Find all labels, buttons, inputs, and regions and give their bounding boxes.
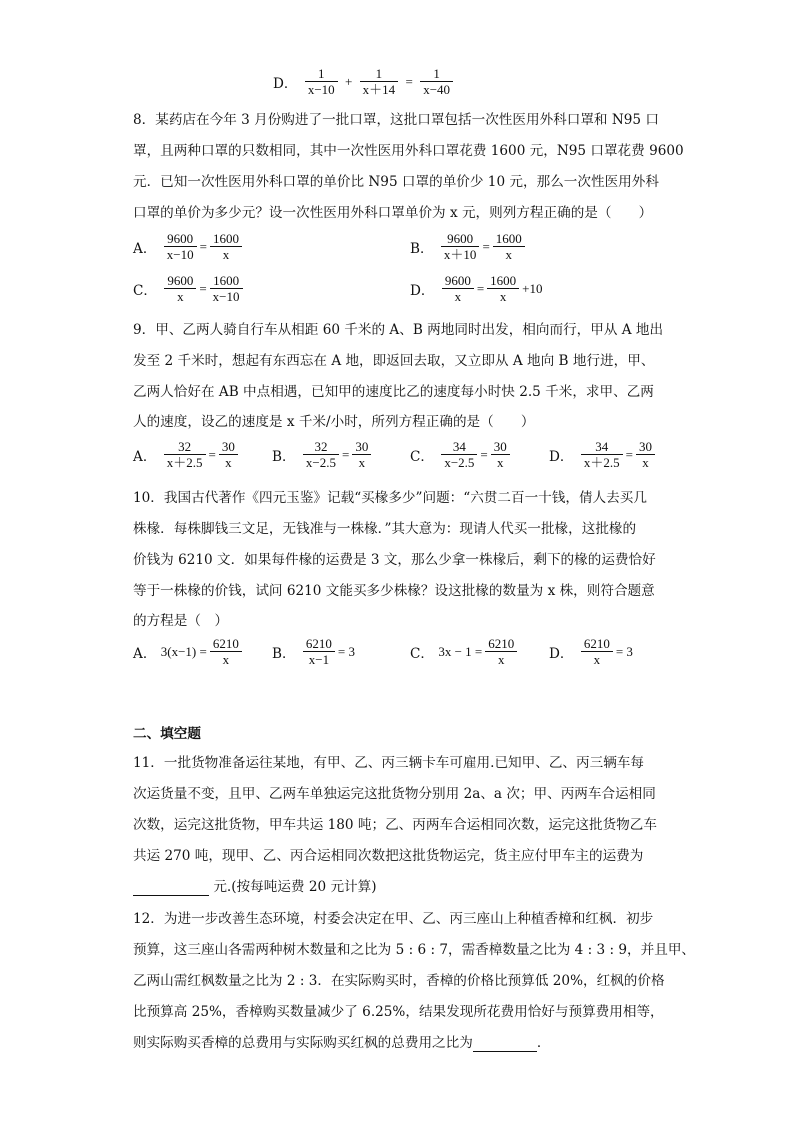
q9-option-d: D． $\frac{34}{x+2.5}$ = $\frac{30}{x}$	[549, 439, 658, 470]
q12-line: 乙两山需红枫数量之比为 2 : 3．在实际购买时，香樟的价格比预算低 20%，红枫的价格	[133, 973, 665, 989]
q10-line: 10．我国古代著作《四元玉鉴》记载“买椽多少”问题：“六贯二百一十钱，倩人去买几	[133, 490, 647, 506]
q11-line: 次数，运完这批货物，甲车共运 180 吨；乙、丙两车合运相同次数，运完这批货物乙车	[133, 817, 657, 833]
q8-option-a: A． $\frac{9600}{x-10}$ = $\frac{1600}{x}$	[133, 231, 245, 262]
q9-option-b: B． $\frac{32}{x-2.5}$ = $\frac{30}{x}$	[272, 439, 374, 470]
q8-option-c: C． $\frac{9600}{x}$ = $\frac{1600}{x-10}$	[133, 273, 246, 304]
q10-option-b: B． $\frac{6210}{x-1}$ = 3	[272, 636, 356, 667]
q11-answer-line: 元.(按每吨运费 20 元计算)	[133, 878, 377, 896]
section-title: 二、填空题	[133, 726, 201, 742]
q12-line: 比预算高 25%，香樟购买数量减少了 6.25%，结果发现所花费用恰好与预算费用相等，	[133, 1004, 664, 1020]
q10-option-a: A． 3(x−1) = $\frac{6210}{x}$	[133, 636, 245, 667]
q9-option-a: A． $\frac{32}{x+2.5}$ = $\frac{30}{x}$	[133, 439, 241, 470]
q12-line: 预算，这三座山各需两种树木数量和之比为 5 : 6 : 7，需香樟数量之比为 4 : 3 : 9，并且甲、	[133, 942, 696, 958]
q9-line: 发至 2 千米时，想起有东西忘在 A 地，即返回去取，又立即从 A 地向 B 地行进，甲、	[133, 353, 655, 369]
q11-line: 次运货量不变，且甲、乙两车单独运完这批货物分别用 2a、a 次；甲、丙两车合运相同	[133, 786, 656, 802]
q12-answer-line: 则实际购买香樟的总费用与实际购买红枫的总费用之比为 ．	[133, 1035, 551, 1051]
q11-line: 11．一批货物准备运往某地，有甲、乙、丙三辆卡车可雇用.已知甲、乙、丙三辆车每	[133, 755, 644, 771]
q10-line: 价钱为 6210 文．如果每件椽的运费是 3 文，那么少拿一株椽后，剩下的椽的运费恰好	[133, 552, 656, 568]
q9-line: 9．甲、乙两人骑自行车从相距 60 千米的 A、B 两地同时出发，相向而行，甲从 A 地出	[133, 322, 664, 338]
answer-blank[interactable]	[473, 1037, 537, 1052]
option-label: D．	[273, 75, 298, 92]
q10-line: 等于一株椽的价钱，试问 6210 文能买多少株椽？设这批椽的数量为 x 株，则符合题意	[133, 583, 655, 599]
q10-option-d: D． $\frac{6210}{x}$ = 3	[549, 636, 633, 667]
fraction: $\frac{1}{x-10}$	[305, 66, 338, 97]
q7-option-d	[273, 66, 456, 97]
q10-line: 株椽．每株脚钱三文足，无钱准与一株椽．”其大意为：现请人代买一批椽，这批椽的	[133, 521, 637, 537]
q9-line: 乙两人恰好在 AB 中点相遇，已知甲的速度比乙的速度每小时快 2.5 千米，求甲、乙两	[133, 384, 654, 400]
answer-blank[interactable]	[133, 881, 209, 896]
operator: +	[345, 73, 353, 89]
q11-line: 共运 270 吨，现甲、乙、丙合运相同次数把这批货物运完，货主应付甲车主的运费为	[133, 848, 644, 864]
q9-option-c: C． $\frac{34}{x-2.5}$ = $\frac{30}{x}$	[410, 439, 513, 470]
q10-option-c: C． 3x − 1 = $\frac{6210}{x}$	[410, 636, 520, 667]
q8-line: 罩，且两种口罩的只数相同，其中一次性医用外科口罩花费 1600 元，N95 口罩花费 9600	[133, 143, 684, 159]
q8-option-d: D． $\frac{9600}{x}$ = $\frac{1600}{x}$ +10	[410, 273, 543, 304]
q8-line: 元．已知一次性医用外科口罩的单价比 N95 口罩的单价少 10 元，那么一次性医用外科	[133, 174, 659, 190]
operator: =	[405, 73, 413, 89]
q10-line: 的方程是（ ）	[133, 613, 229, 629]
q8-line: 8．某药店在今年 3 月份购进了一批口罩，这批口罩包括一次性医用外科口罩和 N95 口	[133, 112, 659, 128]
q12-line: 12．为进一步改善生态环境，村委会决定在甲、乙、丙三座山上种植香樟和红枫．初步	[133, 911, 654, 927]
q9-line: 人的速度，设乙的速度是 x 千米/小时，所列方程正确的是（ ）	[133, 414, 535, 430]
q8-line: 口罩的单价为多少元？设一次性医用外科口罩单价为 x 元，则列方程正确的是（ ）	[133, 205, 653, 221]
fraction: $\frac{1}{x+14}$	[360, 66, 399, 97]
q8-option-b: B． $\frac{9600}{x+10}$ = $\frac{1600}{x}$	[410, 231, 528, 262]
fraction: $\frac{1}{x-40}$	[420, 66, 453, 97]
